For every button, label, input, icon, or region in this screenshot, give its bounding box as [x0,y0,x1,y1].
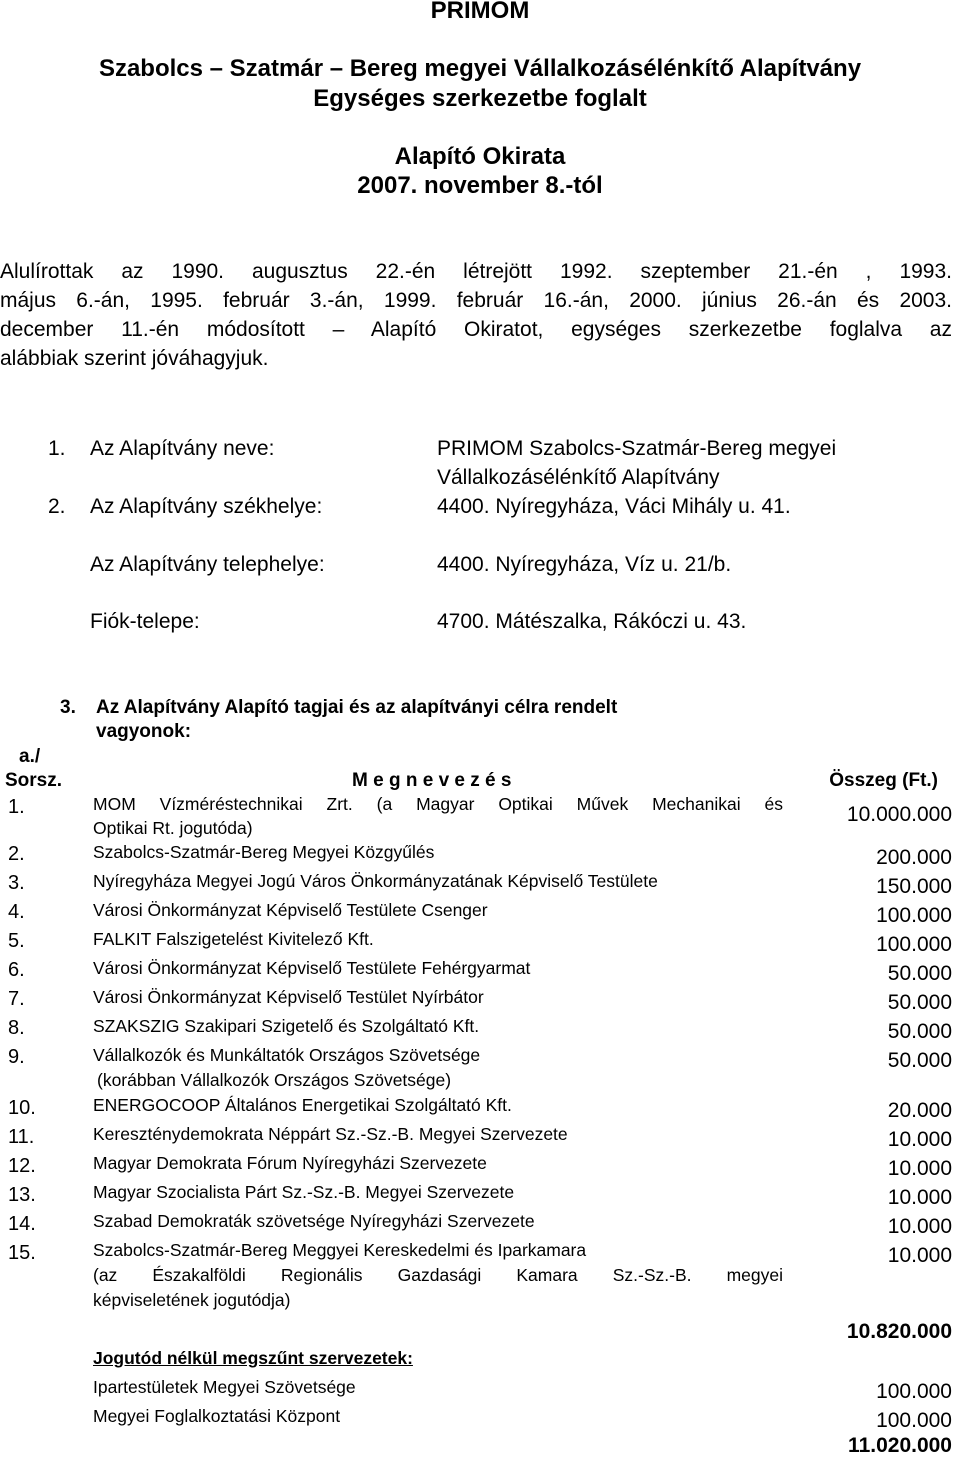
defunct-row-amount: 100.000 [876,1409,952,1432]
column-header-name: M e g n e v e z é s [352,770,512,791]
branch-address: 4700. Mátészalka, Rákóczi u. 43. [437,610,747,633]
table-row-amount: 50.000 [887,962,952,985]
table-row-amount: 10.000 [887,1215,952,1238]
intro-line-4: alábbiak szerint jóváhagyjuk. [0,347,269,370]
defunct-row-amount: 100.000 [876,1380,952,1403]
table-row-amount: 10.000 [887,1244,952,1267]
table-row-number: 10. [8,1097,36,1119]
intro-line-3: december 11.-én módosított – Alapító Okiratot, egységes szerkezetbe foglalva az [0,318,952,341]
table-row-number: 1. [8,796,25,818]
table-row-amount: 10.000.000 [846,803,952,826]
item-1-number: 1. [48,437,66,460]
table-row-name: Szabolcs-Szatmár-Bereg Megyei Közgyűlés [93,842,435,862]
defunct-row-name: Ipartestületek Megyei Szövetsége [93,1377,356,1397]
item-2-number: 2. [48,495,66,518]
document-title: PRIMOM [430,0,530,24]
table-row-number: 3. [8,872,25,894]
table-row-name: Szabad Demokraták szövetsége Nyíregyházi Szervezete [93,1211,535,1231]
table-row-name: MOM Vízméréstechnikai Zrt. (a Magyar Optikai Művek Mechanikai és [93,794,783,814]
table-row-name-cont: (korábban Vállalkozók Országos Szövetsége) [97,1070,452,1090]
table-row-amount: 50.000 [887,1049,952,1072]
subsection-a: a./ [19,746,41,767]
table-row-name-cont: Optikai Rt. jogutóda) [93,818,253,838]
table-row-number: 13. [8,1184,36,1206]
table-row-number: 14. [8,1213,36,1235]
table-row-number: 2. [8,843,25,865]
table-row-name: FALKIT Falszigetelést Kivitelező Kft. [93,929,374,949]
intro-line-2: május 6.-án, 1995. február 3.-án, 1999. február 16.-án, 2000. június 26.-án és 2003. [0,289,952,312]
table-row-number: 15. [8,1242,36,1264]
table-row-number: 5. [8,930,25,952]
section-3-title-2: vagyonok: [96,721,192,742]
table-row-amount: 100.000 [876,904,952,927]
subtotal-amount: 10.820.000 [846,1320,952,1343]
table-row-amount: 10.000 [887,1157,952,1180]
organization-name: Szabolcs – Szatmár – Bereg megyei Vállalkozásélénkítő Alapítvány [98,55,862,82]
table-row-name: Vállalkozók és Munkáltatók Országos Szövetsége [93,1045,481,1065]
site-address: 4400. Nyíregyháza, Víz u. 21/b. [437,553,732,576]
table-row-amount: 50.000 [887,991,952,1014]
foundation-name-value: PRIMOM Szabolcs-Szatmár-Bereg megyei [437,437,837,460]
foundation-name-value-2: Vállalkozásélénkítő Alapítvány [437,466,720,489]
deed-title: Alapító Okirata [394,143,566,170]
table-row-amount: 50.000 [887,1020,952,1043]
table-row-number: 8. [8,1017,25,1039]
table-row-amount: 150.000 [876,875,952,898]
section-3-number: 3. [60,697,76,718]
intro-line-1: Alulírottak az 1990. augusztus 22.-én létrejött 1992. szeptember 21.-én , 1993. [0,260,952,283]
table-row-amount: 200.000 [876,846,952,869]
column-header-number: Sorsz. [5,770,63,791]
table-row-name-cont: (az Északalföldi Regionális Gazdasági Kamara Sz.-Sz.-B. megyei [93,1265,783,1285]
site-label: Az Alapítvány telephelye: [90,553,325,576]
defunct-organizations-title: Jogutód nélkül megszűnt szervezetek: [93,1348,413,1368]
branch-label: Fiók-telepe: [90,610,200,633]
column-header-amount: Összeg (Ft.) [829,770,938,791]
defunct-row-name: Megyei Foglalkoztatási Központ [93,1406,341,1426]
table-row-name: Városi Önkormányzat Képviselő Testülete Fehérgyarmat [93,958,531,978]
consolidation-note: Egységes szerkezetbe foglalt [313,85,647,112]
headquarters-address: 4400. Nyíregyháza, Váci Mihály u. 41. [437,495,791,518]
deed-date: 2007. november 8.-tól [357,172,603,199]
table-row-name: Városi Önkormányzat Képviselő Testülete Csenger [93,900,488,920]
table-row-amount: 10.000 [887,1128,952,1151]
table-row-amount: 20.000 [887,1099,952,1122]
table-row-number: 7. [8,988,25,1010]
foundation-name-label: Az Alapítvány neve: [90,437,275,460]
table-row-amount: 100.000 [876,933,952,956]
headquarters-label: Az Alapítvány székhelye: [90,495,323,518]
table-row-name: Nyíregyháza Megyei Jogú Város Önkormányzatának Képviselő Testülete [93,871,658,891]
table-row-name: SZAKSZIG Szakipari Szigetelő és Szolgáltató Kft. [93,1016,480,1036]
table-row-number: 4. [8,901,25,923]
table-row-name: Magyar Szocialista Párt Sz.-Sz.-B. Megyei Szervezete [93,1182,515,1202]
table-row-number: 11. [8,1126,35,1148]
table-row-name: Magyar Demokrata Fórum Nyíregyházi Szervezete [93,1153,487,1173]
table-row-name: ENERGOCOOP Általános Energetikai Szolgáltató Kft. [93,1095,512,1115]
section-3-title: Az Alapítvány Alapító tagjai és az alapítványi célra rendelt [96,697,618,718]
table-row-amount: 10.000 [887,1186,952,1209]
grand-total-amount: 11.020.000 [848,1434,952,1457]
table-row-name: Kereszténydemokrata Néppárt Sz.-Sz.-B. Megyei Szervezete [93,1124,568,1144]
table-row-name: Szabolcs-Szatmár-Bereg Meggyei Kereskedelmi és Iparkamara [93,1240,587,1260]
table-row-number: 6. [8,959,25,981]
table-row-name-cont: képviseletének jogutódja) [93,1290,291,1310]
table-row-name: Városi Önkormányzat Képviselő Testület Nyírbátor [93,987,484,1007]
table-row-number: 12. [8,1155,36,1177]
table-row-number: 9. [8,1046,25,1068]
